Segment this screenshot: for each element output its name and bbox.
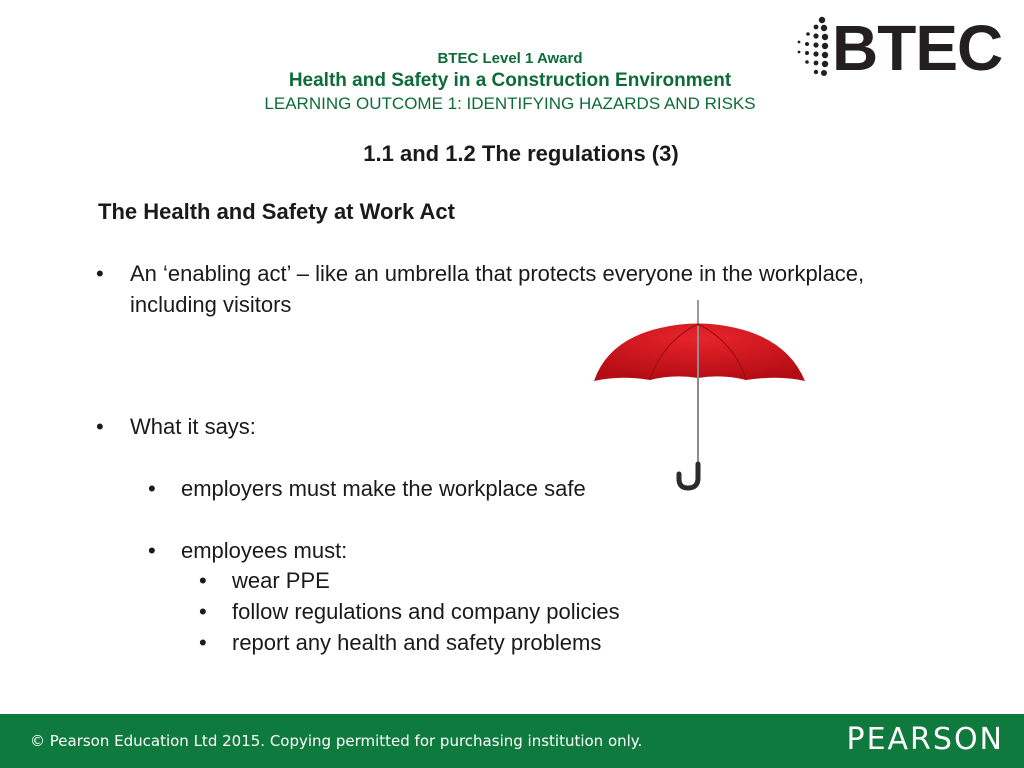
btec-dot-pattern-icon [792,16,832,80]
bullet-text: report any health and safety problems [232,630,602,655]
bullet-dot: • [199,630,207,655]
bullet-text: wear PPE [232,568,330,593]
bullet-dot: • [148,538,156,563]
section-heading: The Health and Safety at Work Act [98,199,455,224]
learning-outcome: LEARNING OUTCOME 1: IDENTIFYING HAZARDS AND RISKS [264,94,756,113]
footer-bar [0,714,1024,768]
pearson-logo: PEARSON [846,722,1004,757]
course-level: BTEC Level 1 Award [437,50,583,67]
course-title: Health and Safety in a Construction Environment [288,70,732,91]
bullet-text: employees must: [181,538,348,563]
red-umbrella-icon [590,298,810,492]
bullet-text: employers must make the workplace safe [181,476,586,501]
slide-title-text: 1.1 and 1.2 The regulations (3) [363,141,679,166]
btec-logo-text: BTEC [832,12,1003,84]
bullet-employees [148,535,348,566]
bullet-text: An ‘enabling act’ – like an umbrella that protects everyone in the workplace, including visitors [130,261,865,317]
bullet-dot: • [96,261,104,286]
bullet-dot: • [148,476,156,501]
copyright-notice: © Pearson Education Ltd 2015. Copying permitted for purchasing institution only. [30,732,643,750]
bullet-dot: • [199,599,207,624]
bullet-wear-ppe [199,565,330,596]
bullet-dot: • [96,414,104,439]
bullet-text: What it says: [130,414,256,439]
btec-logo [792,12,1003,84]
bullet-follow-regulations [199,596,620,627]
bullet-text: follow regulations and company policies [232,599,620,624]
bullet-report-problems [199,627,602,658]
bullet-dot: • [199,568,207,593]
bullet-what-it-says [96,411,256,442]
slide-title [0,141,1024,167]
bullet-employers [148,473,586,504]
